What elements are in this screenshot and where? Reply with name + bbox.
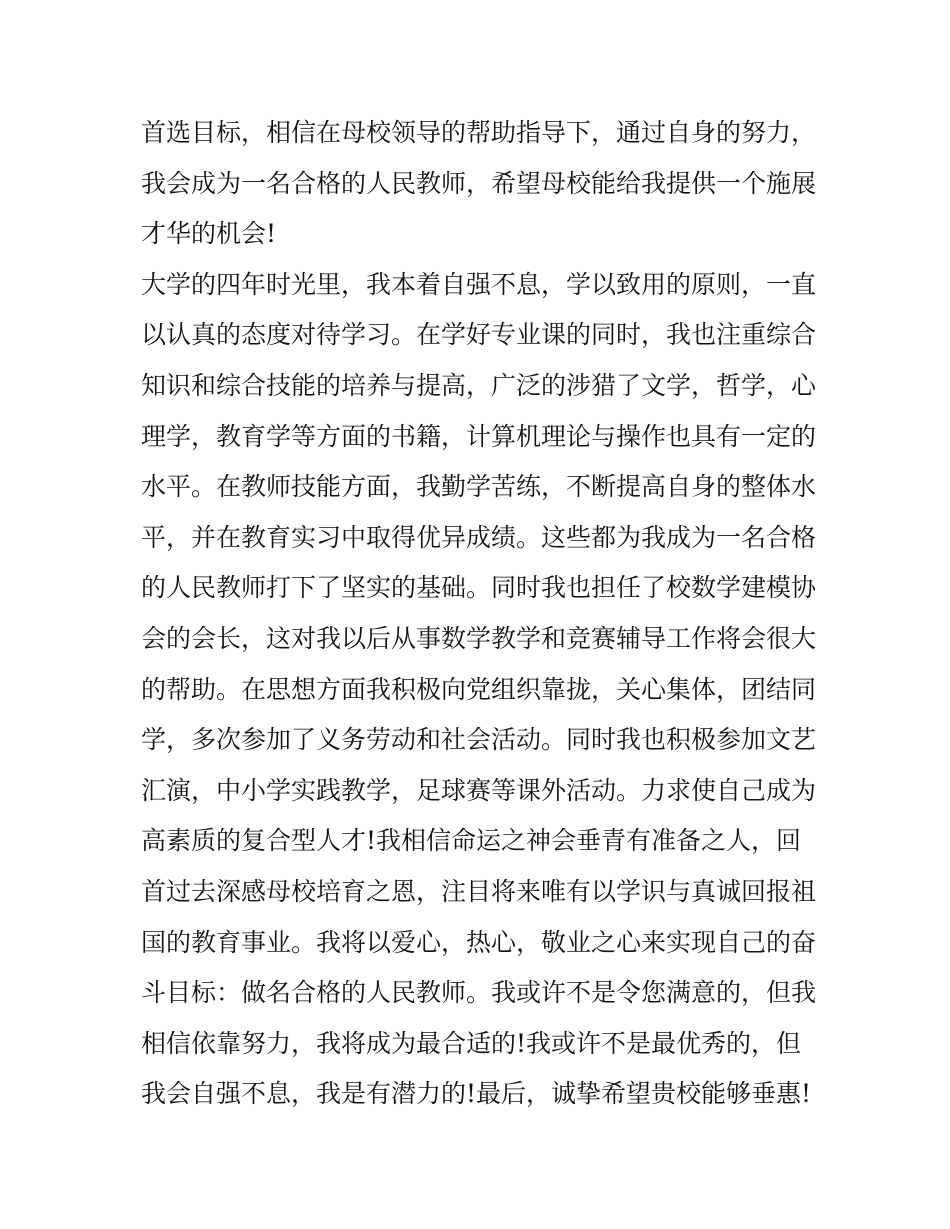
text-line: 以认真的态度对待学习。在学好专业课的同时，我也注重综合 <box>141 320 817 350</box>
text-line: 首过去深感母校培育之恩，注目将来唯有以学识与真诚回报祖 <box>141 876 817 906</box>
text-line: 汇演，中小学实践教学，足球赛等课外活动。力求使自己成为 <box>141 775 817 805</box>
text-line: 斗目标：做名合格的人民教师。我或许不是令您满意的，但我 <box>141 978 817 1008</box>
text-line: 平，并在教育实习中取得优异成绩。这些都为我成为一名合格 <box>141 522 817 552</box>
text-line: 的帮助。在思想方面我积极向党组织靠拢，关心集体，团结同 <box>141 674 817 704</box>
text-line: 理学，教育学等方面的书籍，计算机理论与操作也具有一定的 <box>141 421 817 451</box>
text-line: 知识和综合技能的培养与提高，广泛的涉猎了文学，哲学，心 <box>141 370 817 400</box>
text-line: 学，多次参加了义务劳动和社会活动。同时我也积极参加文艺 <box>141 725 817 755</box>
text-line: 国的教育事业。我将以爱心，热心，敬业之心来实现自己的奋 <box>141 927 817 957</box>
text-line: 我会自强不息，我是有潜力的!最后，诚挚希望贵校能够垂惠! <box>141 1079 812 1109</box>
text-line: 大学的四年时光里，我本着自强不息，学以致用的原则，一直 <box>141 269 817 299</box>
text-line: 我会成为一名合格的人民教师，希望母校能给我提供一个施展 <box>141 168 817 198</box>
text-line: 首选目标，相信在母校领导的帮助指导下，通过自身的努力， <box>141 118 817 147</box>
text-line: 高素质的复合型人才!我相信命运之神会垂青有准备之人，回 <box>141 826 802 856</box>
text-line: 相信依靠努力，我将成为最合适的!我或许不是最优秀的，但 <box>141 1028 802 1058</box>
text-line: 会的会长，这对我以后从事数学教学和竞赛辅导工作将会很大 <box>141 623 817 653</box>
text-line: 的人民教师打下了坚实的基础。同时我也担任了校数学建模协 <box>141 573 817 603</box>
body-text <box>141 108 821 1120</box>
text-line: 才华的机会! <box>141 219 277 249</box>
text-line: 水平。在教师技能方面，我勤学苦练，不断提高自身的整体水 <box>141 472 817 502</box>
